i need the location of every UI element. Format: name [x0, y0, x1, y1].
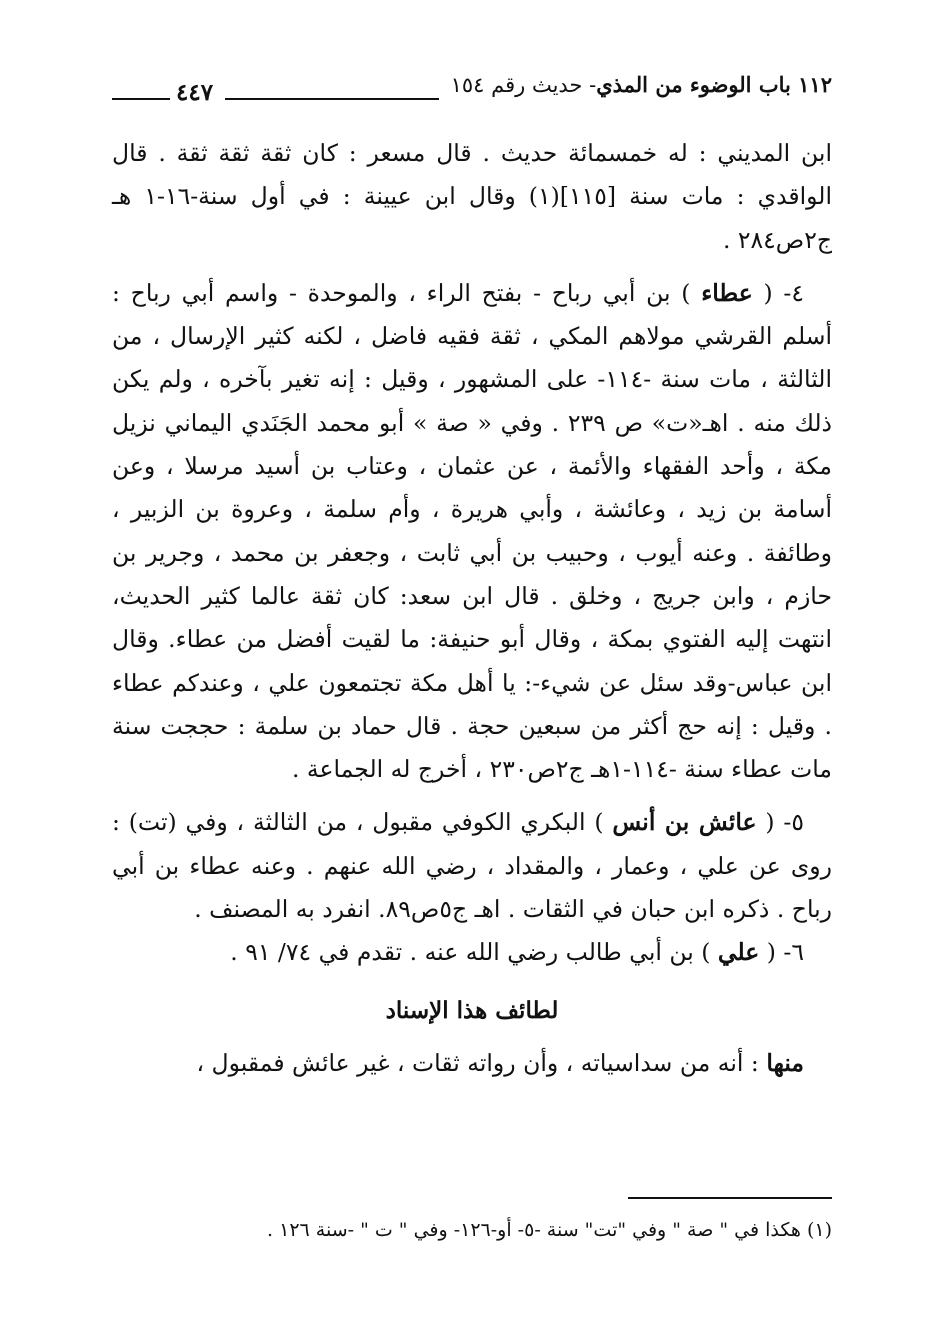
paragraph-subtleties — [112, 1042, 832, 1085]
paragraph-ali — [112, 931, 832, 974]
main-text — [112, 132, 832, 1085]
footnote-rule — [628, 1197, 832, 1199]
paragraph-body: ) بن أبي رباح - بفتح الراء ، والموحدة - واسم أبي رباح : أسلم القرشي مولاهم المكي ، ثقة فقيه فاضل ، لكنه كثير الإرسال ، من الثالثة ، مات سنة -١١٤- على المشهور ، وقيل : إنه تغير بآخره ، ولم يكن ذلك منه . اهـ«ت» ص ٢٣٩ . وفي « صة » أبو محمد الجَنَدي اليماني نزيل مكة ، وأحد الفقهاء والأئمة ، عن عثمان ، وعتاب بن أسيد مرسلا ، وعن أسامة بن زيد ، وعائشة ، وأبي هريرة ، وأم سلمة ، وعروة بن الزبير ، وطائفة . وعنه أيوب ، وحبيب بن أبي ثابت ، وجعفر بن محمد ، وجرير بن حازم ، وابن جريج ، وخلق . قال ابن سعد: كان ثقة عالما كثير الحديث، انتهت إليه الفتوي بمكة ، وقال أبو حنيفة: ما لقيت أفضل من عطاء. وقال ابن عباس-وقد سئل عن شيء-: يا أهل مكة تجتمعون علي ، وعندكم عطاء . وقيل : إنه حج أكثر من سبعين حجة . قال حماد بن سلمة : حججت سنة مات عطاء سنة -١١٤-١هـ ج٢ص٢٣٠ ، أخرج له الجماعة . — [112, 278, 832, 784]
chapter-title — [451, 72, 832, 97]
chapter-title-hadith: - حديث رقم ١٥٤ — [450, 72, 597, 97]
narrator-name: عطاء — [701, 278, 753, 307]
paragraph-ata — [112, 272, 832, 792]
header-rule — [225, 98, 439, 100]
paragraph-aish — [112, 801, 832, 931]
paragraph-number: ٦- ( — [766, 938, 804, 967]
page-number: ٤٤٧ — [176, 79, 214, 106]
running-header — [112, 62, 832, 106]
paragraph-body: : أنه من سداسياته ، وأن رواته ثقات ، غير عائش فمقبول ، — [196, 1048, 759, 1077]
paragraph-ibn-madini: ابن المديني : له خمسمائة حديث . قال مسعر : كان ثقة ثقة ثقة . قال الواقدي : مات سنة [١١٥](١) وقال ابن عيينة : في أول سنة-١٦-١ هـ ج٢ص٢٨٤ . — [112, 139, 832, 254]
paragraph-number: ٤- ( — [763, 278, 804, 307]
footnote: (١) هكذا في " صة " وفي "تت" سنة -٥- أو-١٢٦- وفي " ت " -سنة ١٢٦ . — [267, 1219, 832, 1241]
page-number-rule — [112, 98, 170, 100]
narrator-name: عائش بن أنس — [612, 808, 757, 837]
paragraph-body: ) بن أبي طالب رضي الله عنه . تقدم في ٧٤/ ٩١ . — [230, 938, 711, 967]
narrator-name: علي — [717, 938, 760, 967]
chapter-title-main: ١١٢ باب الوضوء من المذي — [596, 71, 832, 97]
section-heading: لطائف هذا الإسناد — [385, 996, 559, 1024]
paragraph-number: ٥- ( — [765, 808, 804, 837]
subtlety-lead: منها — [766, 1048, 804, 1077]
paragraph-body: ) البكري الكوفي مقبول ، من الثالثة ، وفي (تت) : روى عن علي ، وعمار ، والمقداد ، رضي الله عنهم . وعنه عطاء بن أبي رباح . ذكره ابن حبان في الثقات . اهـ ج٥ص٨٩. انفرد به المصنف . — [112, 808, 832, 924]
